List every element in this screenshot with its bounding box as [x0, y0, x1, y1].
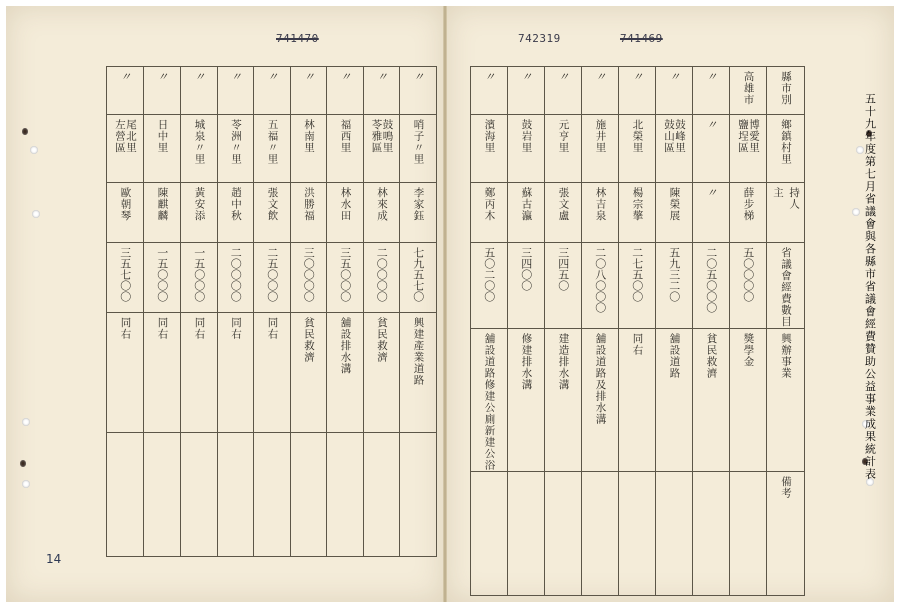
cell-text: 鼓岩里	[520, 119, 533, 154]
stamp-number-right: 741469	[620, 32, 663, 45]
table-cell	[254, 115, 291, 183]
cell-text: 陳麒麟	[156, 187, 169, 222]
handwritten-page-number: 14	[46, 552, 62, 566]
table-cell	[107, 183, 144, 243]
table-cell	[400, 67, 437, 115]
table-cell	[730, 471, 767, 595]
cell-text: 〃	[118, 71, 132, 83]
table-cell	[218, 115, 254, 183]
table-cell	[107, 67, 144, 115]
cell-text: 施井里	[594, 119, 607, 154]
cell-text: 日中里	[156, 119, 169, 154]
cell-text: 〃	[192, 71, 206, 83]
cell-text: 主	[771, 187, 784, 199]
table-cell	[254, 243, 291, 313]
cell-text: 林吉泉	[594, 187, 607, 222]
table-cell	[107, 243, 144, 313]
cell-text: 左營區	[114, 119, 126, 154]
table-cell	[364, 433, 400, 557]
cell-text: 苓洲〃里	[230, 119, 242, 165]
table-cell	[291, 67, 327, 115]
table-cell	[254, 313, 291, 433]
cell-text: 楊宗摮	[631, 187, 644, 222]
cell-text: 蘇古瀛	[520, 187, 533, 222]
table-cell	[693, 67, 730, 115]
row-county	[107, 67, 437, 115]
table-cell	[656, 328, 693, 471]
cell-text: 一五〇〇〇	[155, 247, 169, 302]
cell-text: 趙中秋	[230, 187, 242, 222]
table-cell	[291, 183, 327, 243]
header-host: 持人	[788, 187, 801, 210]
cell-text: 鄭丙木	[483, 187, 496, 222]
table-cell	[545, 328, 582, 471]
cell-text: 同右	[156, 317, 169, 340]
header-amount: 省議會經費數目	[780, 247, 792, 328]
cell-text: 一五〇〇〇	[192, 247, 206, 302]
cell-text: 五〇〇〇〇	[741, 247, 755, 302]
table-cell	[327, 433, 364, 557]
cell-text: 〃	[630, 71, 644, 83]
row-village	[471, 115, 805, 183]
cell-text: 同右	[230, 317, 242, 340]
cell-text: 三五〇〇〇	[338, 247, 352, 302]
cell-text: 城泉〃里	[193, 119, 206, 165]
cell-text: 舖設道路及排水溝	[594, 332, 607, 425]
table-cell	[693, 328, 730, 471]
table-cell	[471, 115, 508, 183]
table-cell	[181, 67, 218, 115]
table-cell	[400, 433, 437, 557]
cell-text: 林南里	[303, 119, 315, 154]
table-cell	[508, 67, 545, 115]
cell-text: 鼓山區	[663, 119, 675, 154]
table-cell	[218, 243, 254, 313]
cell-text: 〃	[704, 71, 718, 83]
table-cell	[545, 67, 582, 115]
table-cell	[327, 67, 364, 115]
cell-text: 建造排水溝	[557, 332, 570, 390]
cell-text: 〃	[519, 71, 533, 83]
table-cell	[254, 183, 291, 243]
table-cell	[364, 313, 400, 433]
cell-text: 〃	[556, 71, 570, 83]
table-cell	[144, 243, 181, 313]
left-table	[106, 66, 437, 557]
table-cell	[693, 471, 730, 595]
table-cell	[144, 183, 181, 243]
cell-text: 洪勝福	[303, 187, 315, 222]
cell-text: 同右	[119, 317, 132, 340]
table-cell	[181, 313, 218, 433]
table-cell	[619, 328, 656, 471]
table-cell	[767, 328, 805, 471]
stamp-number-center: 742319	[518, 32, 561, 45]
table-cell	[327, 313, 364, 433]
table-cell	[508, 328, 545, 471]
cell-text: 〃	[338, 71, 352, 83]
cell-text: 三四五〇	[556, 247, 570, 291]
table-cell	[364, 115, 400, 183]
cell-text: 〃	[593, 71, 607, 83]
binding-hole	[856, 146, 864, 154]
cell-text: 李家鈺	[412, 187, 425, 222]
binding-hole	[852, 208, 860, 216]
table-cell	[107, 313, 144, 433]
cell-text: 哨子〃里	[412, 119, 425, 165]
row-county	[471, 67, 805, 115]
cell-text: 北榮里	[631, 119, 644, 154]
table-cell	[582, 243, 619, 329]
cell-text: 〃	[704, 187, 718, 199]
table-cell	[107, 115, 144, 183]
table-cell	[693, 115, 730, 183]
stamp-number-left: 741470	[276, 32, 319, 45]
table-cell	[545, 471, 582, 595]
cell-text: 二〇〇〇〇	[375, 247, 389, 302]
table-cell	[767, 471, 805, 595]
cell-text: 元亨里	[557, 119, 570, 154]
cell-text: 三五七〇〇	[118, 247, 132, 302]
header-project: 興辦事業	[780, 332, 792, 379]
cell-text: 三〇〇〇〇	[302, 247, 316, 302]
cell-text: 貧民救濟	[303, 317, 315, 363]
table-cell	[144, 313, 181, 433]
cell-text: 貧民救濟	[705, 332, 718, 379]
cell-text: 獎學金	[742, 332, 755, 367]
right-table	[470, 66, 805, 596]
table-cell	[107, 433, 144, 557]
cell-text: 二〇八〇〇〇	[593, 247, 607, 313]
cell-text: 歐朝琴	[119, 187, 132, 222]
table-cell	[471, 243, 508, 329]
cell-text: 〃	[667, 71, 681, 83]
table-cell	[327, 243, 364, 313]
table-cell	[327, 115, 364, 183]
table-cell	[218, 67, 254, 115]
table-cell	[656, 183, 693, 243]
row-amount	[471, 243, 805, 329]
cell-text: 尾北里	[125, 119, 138, 154]
row-amount	[107, 243, 437, 313]
table-cell	[291, 115, 327, 183]
cell-text: 五福〃里	[266, 119, 279, 165]
cell-text: 林來成	[376, 187, 388, 222]
row-project	[471, 328, 805, 471]
cell-text: 舖設道路修建公廁新建公浴	[483, 332, 496, 471]
cell-text: 二〇五〇〇〇	[704, 247, 718, 313]
table-cell	[508, 243, 545, 329]
cell-text: 鼓鳴里	[381, 119, 394, 154]
table-cell	[327, 183, 364, 243]
table-cell	[400, 243, 437, 313]
table-cell	[181, 433, 218, 557]
binding-hole	[22, 480, 30, 488]
table-cell	[545, 243, 582, 329]
binding-hole	[22, 418, 30, 426]
table-cell	[767, 115, 805, 183]
table-cell	[730, 67, 767, 115]
cell-text: 鹽埕區	[737, 119, 749, 154]
cell-text: 鼓峰里	[674, 119, 687, 154]
cell-text: 三四〇〇	[519, 247, 533, 291]
cell-text: 〃	[704, 119, 718, 131]
cell-text: 張文盧	[557, 187, 570, 222]
cell-text: 舖設排水溝	[339, 317, 352, 375]
table-cell	[582, 115, 619, 183]
cell-text: 〃	[302, 71, 316, 83]
table-cell	[730, 115, 767, 183]
table-cell	[471, 328, 508, 471]
cell-text: 〃	[482, 71, 496, 83]
table-cell	[291, 243, 327, 313]
cell-text: 張文飲	[266, 187, 279, 222]
table-cell	[582, 183, 619, 243]
cell-text: 同右	[193, 317, 206, 340]
cell-text: 二五〇〇〇	[265, 247, 279, 302]
table-cell	[291, 433, 327, 557]
table-cell	[619, 243, 656, 329]
binding-hole	[30, 146, 38, 154]
row-remarks	[471, 471, 805, 595]
cell-text: 貧民救濟	[376, 317, 388, 363]
table-cell	[291, 313, 327, 433]
table-cell	[767, 183, 805, 243]
table-cell	[218, 183, 254, 243]
cell-text: 〃	[375, 71, 389, 83]
row-host	[107, 183, 437, 243]
cell-text: 二七五〇〇	[630, 247, 644, 302]
cell-text: 博愛里	[748, 119, 761, 154]
table-cell	[508, 115, 545, 183]
table-cell	[218, 313, 254, 433]
table-cell	[656, 67, 693, 115]
cell-text: 同右	[631, 332, 644, 356]
header-county: 縣市別	[780, 71, 792, 106]
binding-hole	[20, 460, 26, 467]
cell-text: 林水田	[339, 187, 352, 222]
cell-text: 〃	[265, 71, 279, 83]
table-cell	[471, 471, 508, 595]
table-cell	[656, 115, 693, 183]
table-cell	[693, 243, 730, 329]
header-village: 鄉鎮村里	[780, 119, 792, 165]
binding-hole	[22, 128, 28, 135]
cell-text: 五九三二〇	[667, 247, 681, 302]
cell-text: 濱海里	[483, 119, 496, 154]
document-title: 五十九年度第七月省議會與各縣市省議會經費贊助公益事業成果統計表	[863, 93, 877, 481]
table-cell	[181, 243, 218, 313]
row-remarks	[107, 433, 437, 557]
cell-text: 修建排水溝	[520, 332, 533, 390]
cell-text: 〃	[411, 71, 425, 83]
table-cell	[656, 243, 693, 329]
table-cell	[400, 115, 437, 183]
table-cell	[254, 433, 291, 557]
table-cell	[144, 433, 181, 557]
header-remarks: 備考	[780, 475, 792, 499]
table-cell	[582, 67, 619, 115]
table-cell	[767, 243, 805, 329]
row-village	[107, 115, 437, 183]
table-cell	[364, 67, 400, 115]
table-cell	[730, 183, 767, 243]
table-cell	[364, 183, 400, 243]
row-host	[471, 183, 805, 243]
table-cell	[730, 243, 767, 329]
table-cell	[656, 471, 693, 595]
cell-text: 同右	[266, 317, 279, 340]
table-cell	[545, 115, 582, 183]
table-cell	[619, 471, 656, 595]
cell-text: 陳榮展	[668, 187, 681, 222]
table-cell	[619, 183, 656, 243]
table-cell	[730, 328, 767, 471]
table-cell	[619, 67, 656, 115]
cell-text: 〃	[155, 71, 169, 83]
cell-text: 七九五七〇	[411, 247, 425, 302]
table-cell	[471, 67, 508, 115]
cell-text: 高雄市	[742, 71, 755, 106]
table-cell	[693, 183, 730, 243]
table-cell	[471, 183, 508, 243]
cell-text: 黃安添	[193, 187, 206, 222]
table-cell	[218, 433, 254, 557]
table-cell	[144, 115, 181, 183]
binding-hole	[32, 210, 40, 218]
table-cell	[545, 183, 582, 243]
cell-text: 苓雅區	[370, 119, 383, 154]
table-cell	[400, 313, 437, 433]
table-cell	[767, 67, 805, 115]
cell-text: 五〇二〇〇	[482, 247, 496, 302]
cell-text: 興建產業道路	[412, 317, 425, 386]
table-cell	[364, 243, 400, 313]
cell-text: 福西里	[339, 119, 352, 154]
cell-text: 二〇〇〇〇	[229, 247, 243, 302]
table-cell	[181, 183, 218, 243]
table-cell	[582, 328, 619, 471]
table-cell	[181, 115, 218, 183]
cell-text: 舖設道路	[668, 332, 681, 379]
cell-text: 〃	[229, 71, 243, 83]
table-cell	[619, 115, 656, 183]
table-cell	[582, 471, 619, 595]
book-spine	[443, 6, 447, 602]
table-cell	[508, 471, 545, 595]
cell-text: 薛步梯	[742, 187, 755, 222]
row-project	[107, 313, 437, 433]
table-cell	[400, 183, 437, 243]
table-cell	[508, 183, 545, 243]
table-cell	[254, 67, 291, 115]
table-cell	[144, 67, 181, 115]
